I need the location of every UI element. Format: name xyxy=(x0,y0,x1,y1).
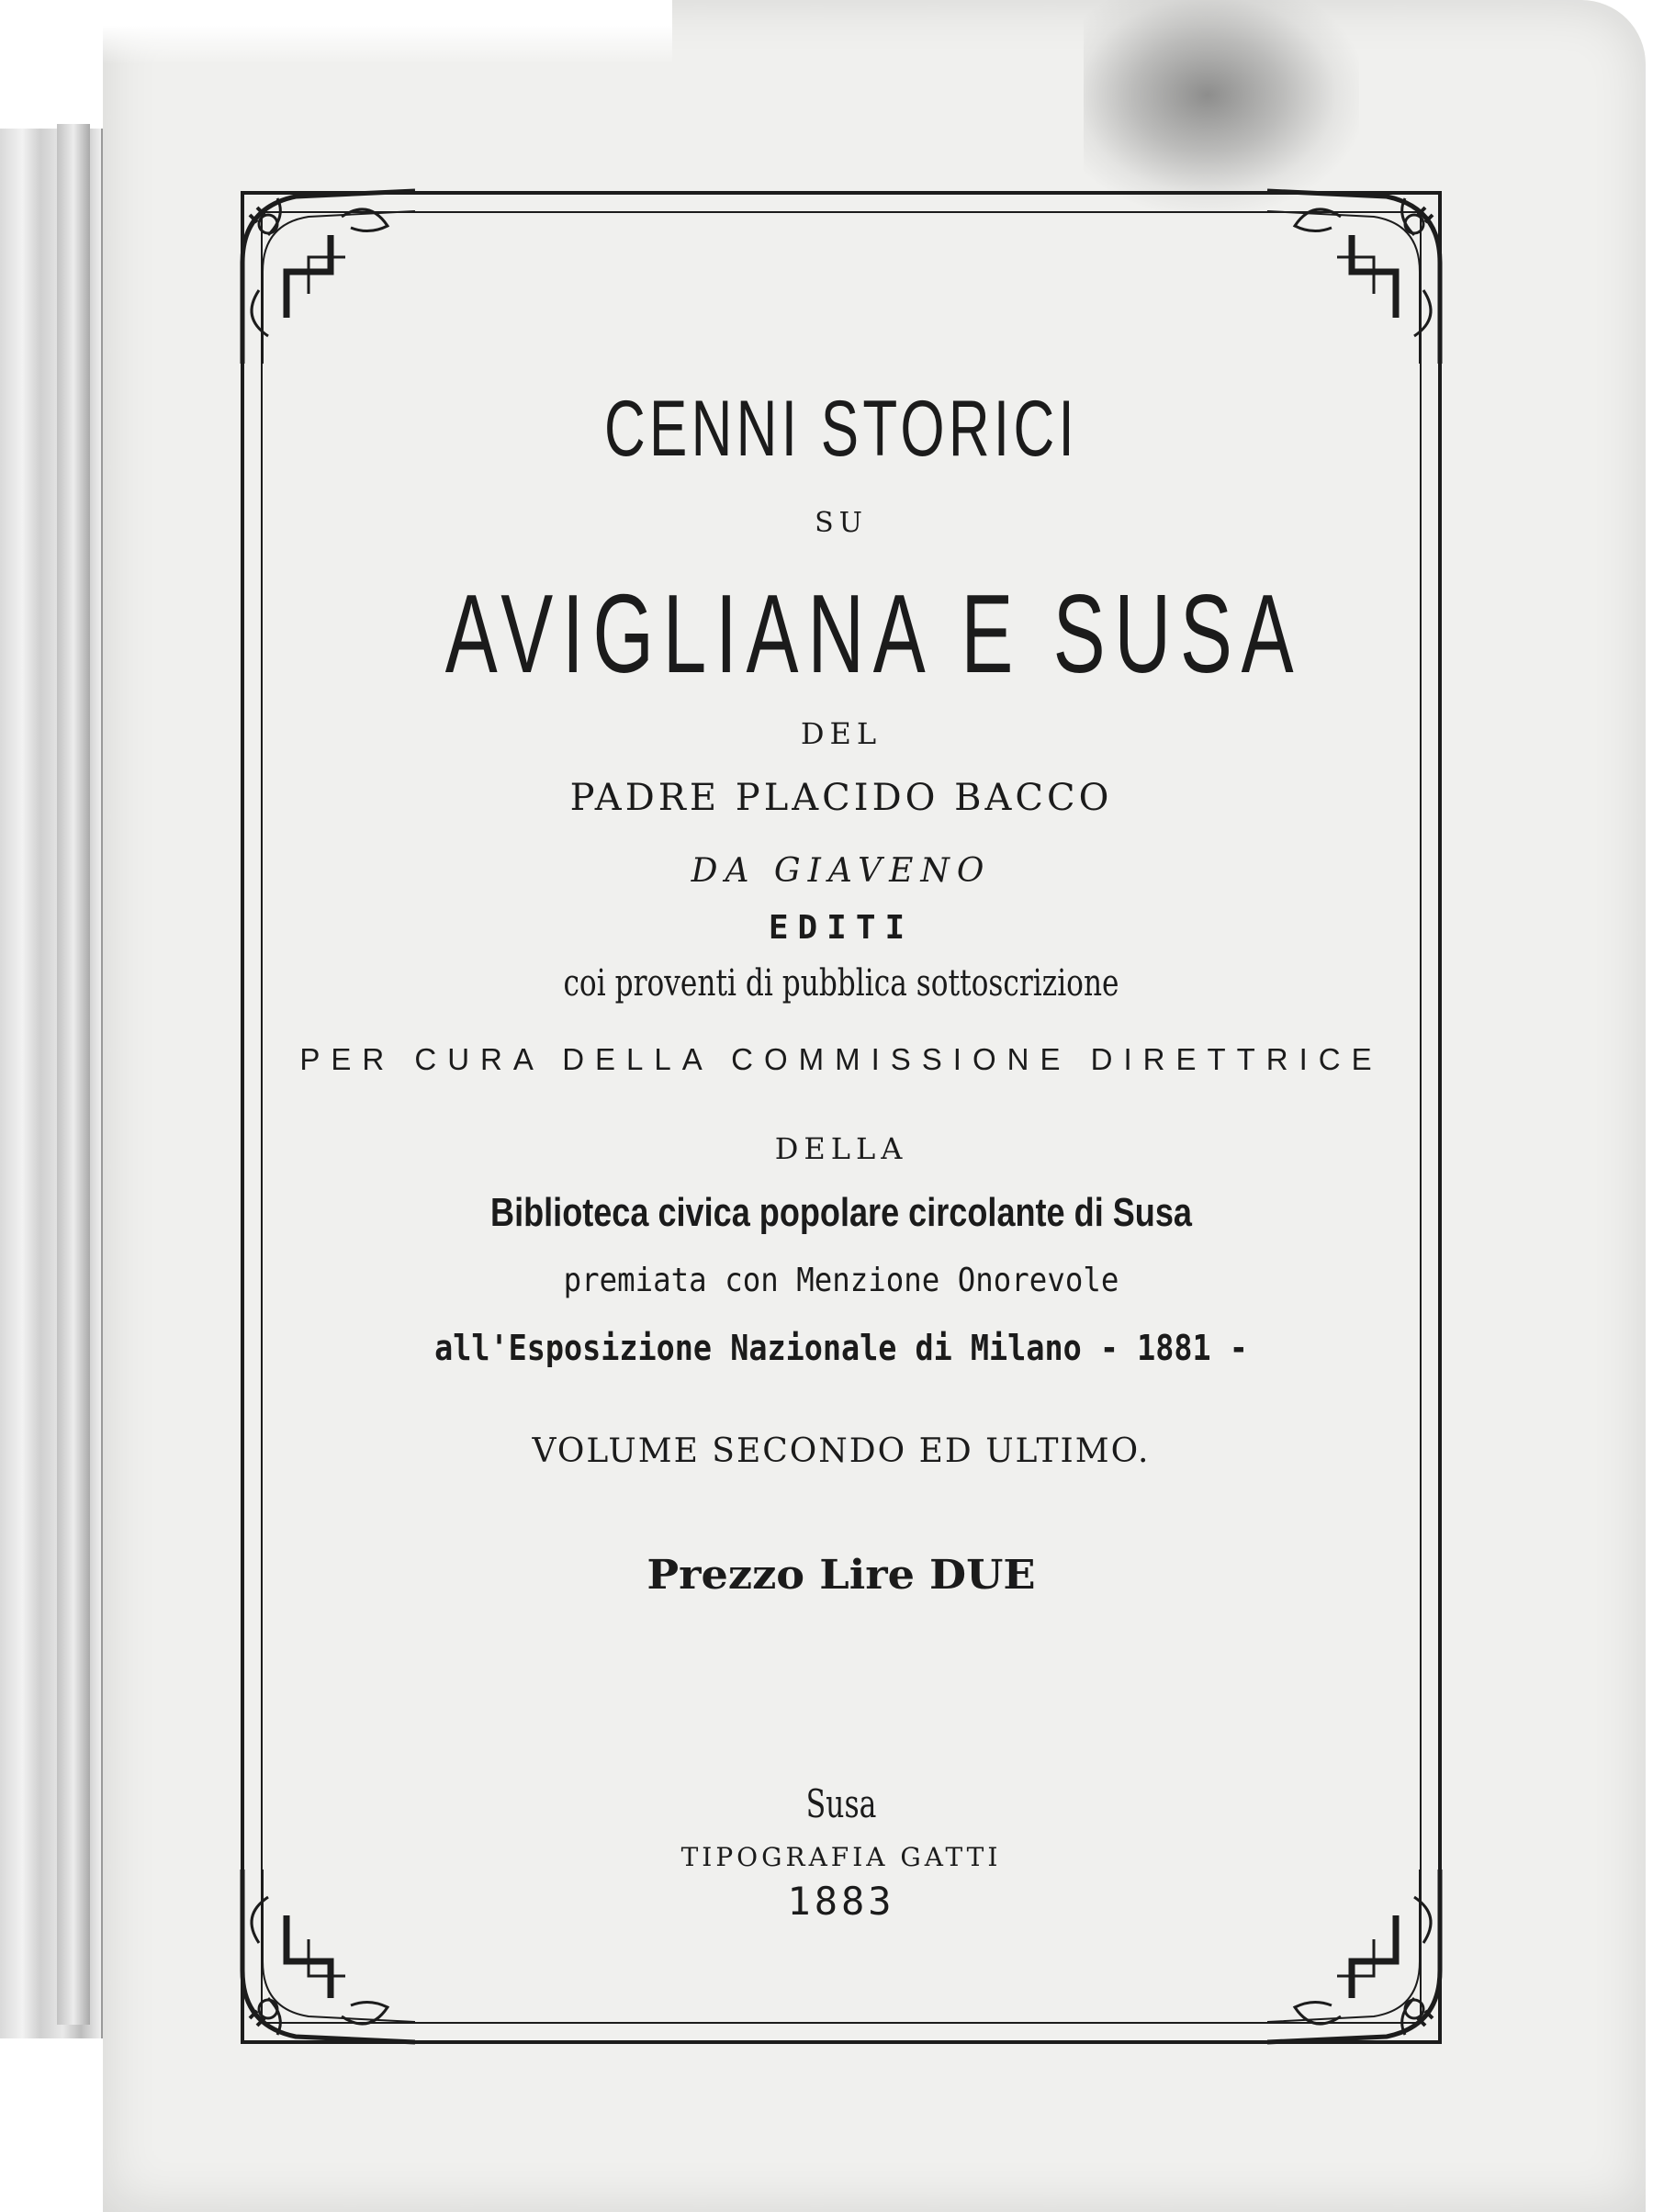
torn-edge xyxy=(103,0,672,64)
title-line-2: AVIGLIANA E SUSA xyxy=(444,571,1303,696)
imprint-printer: TIPOGRAFIA GATTI xyxy=(680,1842,1002,1872)
corner-ornament-icon xyxy=(231,180,415,364)
exposition-line: all'Esposizione Nazionale di Milano - 1881 - xyxy=(434,1328,1248,1368)
spine-fold xyxy=(57,124,90,2025)
border-frame-inner xyxy=(261,211,1422,2024)
care-line: PER CURA DELLA COMMISSIONE DIRETTRICE xyxy=(299,1042,1383,1076)
author-name: PADRE PLACIDO BACCO xyxy=(569,777,1113,819)
author-prefix: DEL xyxy=(800,716,883,751)
corner-ornament-icon xyxy=(1267,180,1451,364)
funding-note: coi proventi di pubblica sottoscrizione xyxy=(563,962,1119,1005)
award-line: premiata con Menzione Onorevole xyxy=(563,1262,1119,1299)
della-label: DELLA xyxy=(774,1131,908,1166)
imprint-year: 1883 xyxy=(787,1879,895,1924)
editi-label: EDITI xyxy=(768,909,915,947)
author-origin: DA GIAVENO xyxy=(691,852,992,890)
library-name: Biblioteca civica popolare circolante di Susa xyxy=(490,1190,1192,1235)
volume-line: VOLUME SECONDO ED ULTIMO. xyxy=(532,1432,1151,1470)
title-connector: SU xyxy=(815,507,868,539)
imprint-city: Susa xyxy=(805,1781,877,1826)
title-line-1: CENNI STORICI xyxy=(603,385,1079,473)
price-line: Prezzo Lire DUE xyxy=(646,1552,1036,1599)
